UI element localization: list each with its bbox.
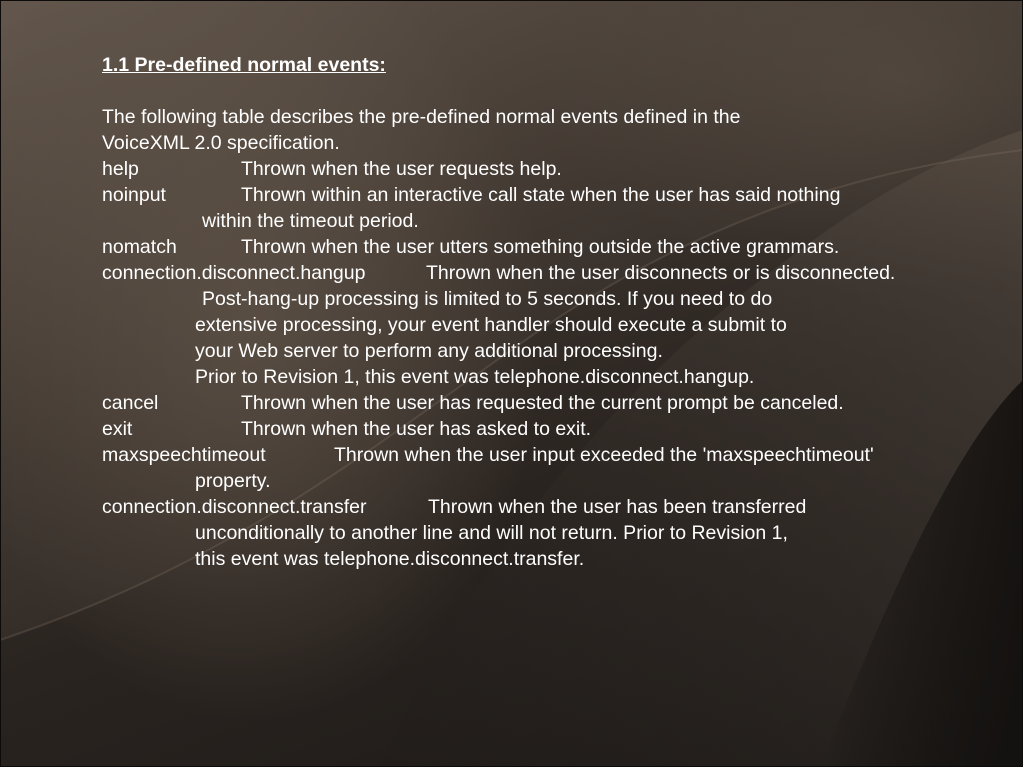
- intro-line-2: VoiceXML 2.0 specification.: [102, 132, 340, 154]
- event-desc-transfer-2: unconditionally to another line and will not return. Prior to Revision 1,: [195, 522, 788, 544]
- event-name-hangup: connection.disconnect.hangup: [102, 262, 366, 284]
- event-desc-hangup-1: Thrown when the user disconnects or is disconnected.: [426, 262, 896, 284]
- event-name-maxspeechtimeout: maxspeechtimeout: [102, 444, 266, 466]
- event-desc-hangup-4: your Web server to perform any additional processing.: [195, 340, 663, 362]
- event-desc-maxspeechtimeout-2: property.: [195, 470, 271, 492]
- event-desc-cancel: Thrown when the user has requested the current prompt be canceled.: [241, 392, 844, 414]
- event-name-exit: exit: [102, 418, 133, 440]
- event-desc-hangup-3: extensive processing, your event handler should execute a submit to: [195, 314, 787, 336]
- event-desc-transfer-3: this event was telephone.disconnect.transfer.: [195, 548, 585, 570]
- event-name-cancel: cancel: [102, 392, 159, 414]
- event-name-nomatch: nomatch: [102, 236, 177, 258]
- event-desc-maxspeechtimeout-1: Thrown when the user input exceeded the 'maxspeechtimeout': [334, 444, 874, 466]
- slide-heading: 1.1 Pre-defined normal events:: [102, 54, 386, 76]
- event-desc-exit: Thrown when the user has asked to exit.: [241, 418, 592, 440]
- event-name-noinput: noinput: [102, 184, 166, 206]
- event-desc-noinput-1: Thrown within an interactive call state when the user has said nothing: [241, 184, 841, 206]
- event-desc-help: Thrown when the user requests help.: [241, 158, 562, 180]
- event-desc-transfer-1: Thrown when the user has been transferred: [428, 496, 807, 518]
- event-desc-nomatch: Thrown when the user utters something outside the active grammars.: [241, 236, 840, 258]
- event-desc-hangup-2: Post-hang-up processing is limited to 5 seconds. If you need to do: [202, 288, 773, 310]
- intro-line-1: The following table describes the pre-defined normal events defined in the: [102, 106, 741, 128]
- event-name-help: help: [102, 158, 139, 180]
- event-desc-noinput-2: within the timeout period.: [202, 210, 419, 232]
- event-name-transfer: connection.disconnect.transfer: [102, 496, 367, 518]
- event-desc-hangup-5: Prior to Revision 1, this event was telephone.disconnect.hangup.: [195, 366, 755, 388]
